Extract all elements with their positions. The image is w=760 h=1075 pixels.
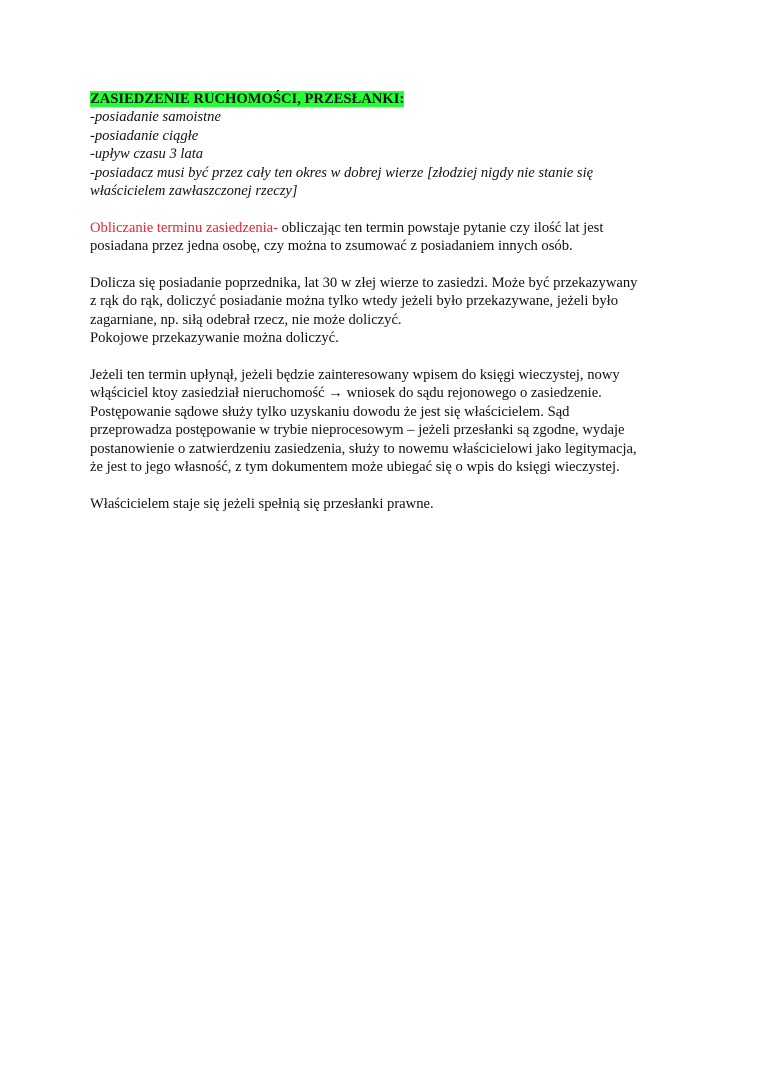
condition-item: -posiadanie samoistne [90,109,221,126]
paragraph-line: Pokojowe przekazywanie można doliczyć. [90,330,339,347]
condition-item: -upływ czasu 3 lata [90,146,204,163]
paragraph-line: zagarniane, np. siłą odebrał rzecz, nie może doliczyć. [90,311,402,328]
condition-item: właścicielem zawłaszczonej rzeczy] [90,183,298,200]
paragraph-predecessor [90,274,680,348]
paragraph-line: włąściciel ktoy zasiedział nieruchomość → wniosek do sądu rejonowego o zasiedzenie. [90,385,602,402]
paragraph-line: Postępowanie sądowe służy tylko uzyskaniu dowodu że jest się właścicielem. Sąd [90,403,570,420]
paragraph-line: że jest to jego własność, z tym dokumentem może ubiegać się o wpis do księgi wieczystej. [90,459,620,476]
conditions-list [90,108,680,200]
paragraph-line: Jeżeli ten termin upłynął, jeżeli będzie zainteresowany wpisem do księgi wieczystej, nowy [90,367,620,384]
paragraph-line: przeprowadza postępowanie w trybie nieprocesowym – jeżeli przesłanki są zgodne, wydaje [90,422,625,439]
paragraph-line: Właścicielem staje się jeżeli spełnią się przesłanki prawne. [90,495,434,512]
paragraph-line [90,219,680,237]
heading-line [90,90,680,108]
paragraph-line: postanowienie o zatwierdzeniu zasiedzenia, służy to nowemu właścicielowi jako legitymacja, [90,440,637,457]
paragraph-court-procedure [90,366,680,476]
condition-item: -posiadacz musi być przez cały ten okres w dobrej wierze [złodziej nigdy nie stanie się [90,164,594,181]
paragraph-line: z rąk do rąk, doliczyć posiadanie można tylko wtedy jeżeli było przekazywane, jeżeli było [90,293,619,310]
paragraph-conclusion [90,495,680,513]
paragraph-line: posiadana przez jedna osobę, czy można to zsumować z posiadaniem innych osób. [90,238,573,255]
section-heading: ZASIEDZENIE RUCHOMOŚCI, PRZESŁANKI: [90,91,405,107]
paragraph-calculation [90,219,680,256]
paragraph-text: obliczając ten termin powstaje pytanie czy ilość lat jest [278,219,604,236]
highlighted-term: Obliczanie terminu zasiedzenia- [90,219,279,236]
condition-item: -posiadanie ciągłe [90,127,199,144]
paragraph-line: Dolicza się posiadanie poprzednika, lat 30 w złej wierze to zasiedzi. Może być przekazywany [90,275,638,292]
document-body [90,90,680,513]
